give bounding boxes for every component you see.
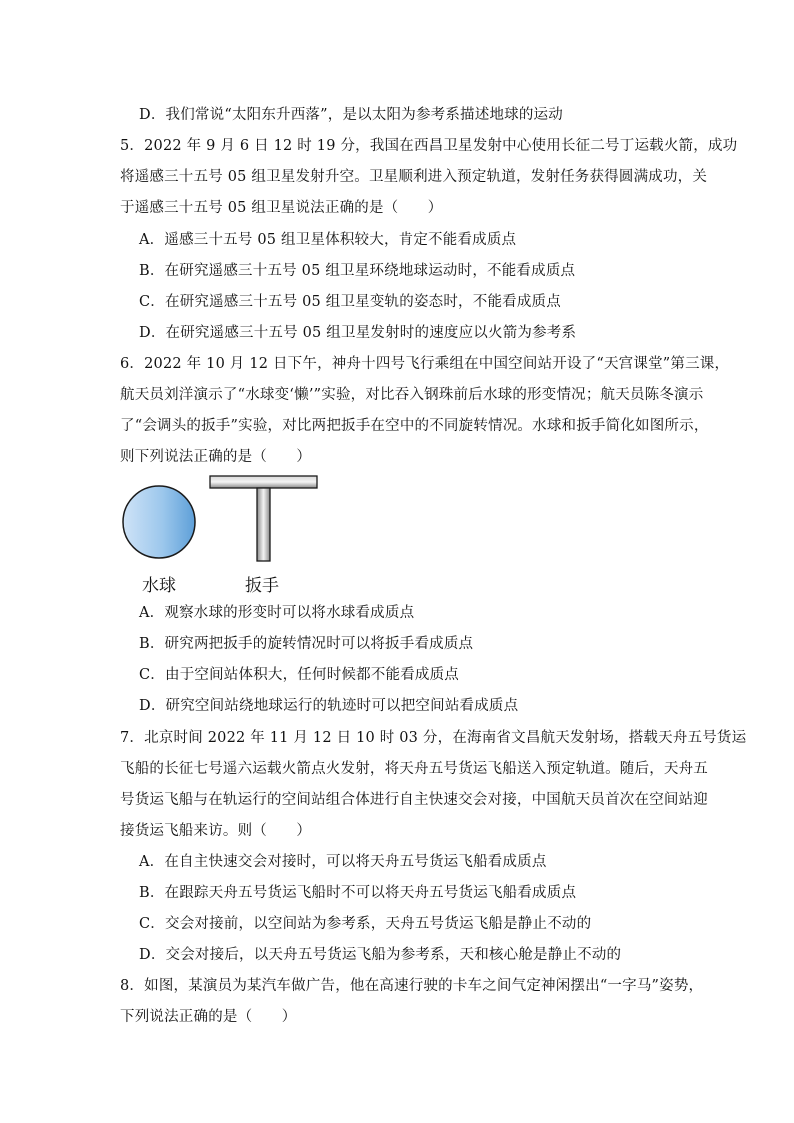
q5-stem-line-2: 将遥感三十五号 05 组卫星发射升空。卫星顺利进入预定轨道，发射任务获得圆满成功，关 bbox=[120, 169, 708, 185]
q7-option-b: B．在跟踪天舟五号货运飞船时不可以将天舟五号货运飞船看成质点 bbox=[139, 885, 577, 901]
q5-stem-line-3: 于遥感三十五号 05 组卫星说法正确的是（ ） bbox=[120, 200, 443, 216]
q6-option-b: B．研究两把扳手的旋转情况时可以将扳手看成质点 bbox=[139, 636, 474, 652]
q6-option-a: A．观察水球的形变时可以将水球看成质点 bbox=[139, 605, 415, 621]
q6-option-c: C．由于空间站体积大，任何时候都不能看成质点 bbox=[139, 667, 459, 683]
wrench-shape bbox=[210, 476, 317, 561]
q7-stem-line-4: 接货运飞船来访。则（ ） bbox=[120, 823, 312, 839]
q4-option-d: D．我们常说“太阳东升西落”，是以太阳为参考系描述地球的运动 bbox=[139, 107, 563, 123]
wrench-label: 扳手 bbox=[245, 576, 279, 596]
q5-option-a: A．遥感三十五号 05 组卫星体积较大，肯定不能看成质点 bbox=[139, 232, 517, 248]
water-ball-label: 水球 bbox=[142, 576, 176, 596]
q7-stem-line-2: 飞船的长征七号遥六运载火箭点火发射，将天舟五号货运飞船送入预定轨道。随后，天舟五 bbox=[120, 761, 708, 777]
q7-option-d: D．交会对接后，以天舟五号货运飞船为参考系，天和核心舱是静止不动的 bbox=[139, 947, 622, 963]
q8-stem-line-2: 下列说法正确的是（ ） bbox=[120, 1009, 297, 1025]
q5-option-c: C．在研究遥感三十五号 05 组卫星变轨的姿态时，不能看成质点 bbox=[139, 294, 561, 310]
q6-stem-line-3: 了“会调头的扳手”实验，对比两把扳手在空中的不同旋转情况。水球和扳手简化如图所示， bbox=[120, 418, 709, 434]
q6-stem-line-4: 则下列说法正确的是（ ） bbox=[120, 449, 312, 465]
q6-stem-line-1: 6．2022 年 10 月 12 日下午，神舟十四号飞行乘组在中国空间站开设了“天宫课堂”第三课， bbox=[120, 356, 730, 372]
q7-stem-line-1: 7．北京时间 2022 年 11 月 12 日 10 时 03 分，在海南省文昌航天发射场，搭载天舟五号货运 bbox=[120, 730, 747, 746]
q7-option-c: C．交会对接前，以空间站为参考系，天舟五号货运飞船是静止不动的 bbox=[139, 916, 592, 932]
q6-stem-line-2: 航天员刘洋演示了“水球变‘懒’”实验，对比吞入钢珠前后水球的形变情况；航天员陈冬演示 bbox=[120, 387, 704, 403]
q6-figure bbox=[120, 470, 330, 595]
q6-option-d: D．研究空间站绕地球运行的轨迹时可以把空间站看成质点 bbox=[139, 698, 519, 714]
q5-option-b: B．在研究遥感三十五号 05 组卫星环绕地球运动时，不能看成质点 bbox=[139, 263, 576, 279]
q7-option-a: A．在自主快速交会对接时，可以将天舟五号货运飞船看成质点 bbox=[139, 854, 547, 870]
q8-stem-line-1: 8．如图，某演员为某汽车做广告，他在高速行驶的卡车之间气定神闲摆出“一字马”姿势， bbox=[120, 978, 704, 994]
q6-figure-drawing bbox=[120, 470, 330, 575]
q7-stem-line-3: 号货运飞船与在轨运行的空间站组合体进行自主快速交会对接，中国航天员首次在空间站迎 bbox=[120, 792, 708, 808]
water-ball-shape bbox=[123, 486, 195, 558]
q5-stem-line-1: 5．2022 年 9 月 6 日 12 时 19 分，我国在西昌卫星发射中心使用长征二号丁运载火箭，成功 bbox=[120, 138, 738, 154]
q5-option-d: D．在研究遥感三十五号 05 组卫星发射时的速度应以火箭为参考系 bbox=[139, 325, 577, 341]
